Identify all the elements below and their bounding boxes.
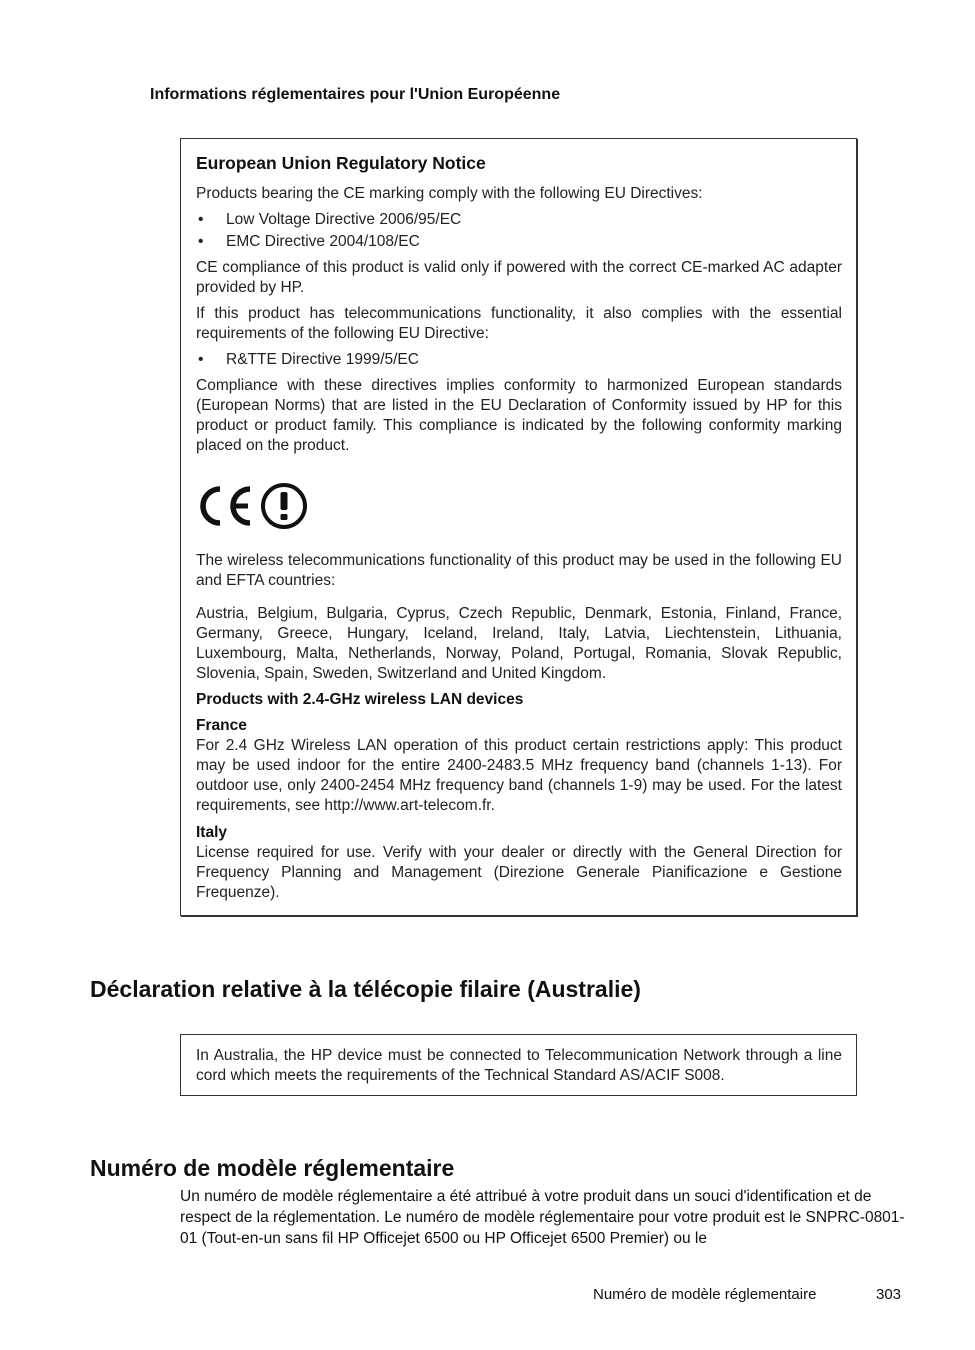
france-heading: France — [196, 717, 247, 734]
rtte-list — [196, 350, 842, 370]
list-item: • R&TTE Directive 1999/5/EC — [196, 350, 842, 370]
australia-box — [180, 1034, 857, 1096]
wireless-text: The wireless telecommunications functionality of this product may be used in the following EU and EFTA countries: — [196, 552, 842, 589]
model-number-text: Un numéro de modèle réglementaire a été attribué à votre produit dans un souci d'identification et de respect de la réglementation. Le numéro de modèle réglementaire pour votre produit est le SNPRC-0801-01 (Tout-en-un sans fil HP Officejet 6500 ou HP Officejet 6500 Premier) ou le — [180, 1188, 905, 1247]
italy-text: License required for use. Verify with your dealer or directly with the General Direction for Frequency Planning and Management (Direzione Generale Pianificazione e Gestione Frequenze). — [196, 844, 842, 901]
section-heading: Informations réglementaires pour l'Union Européenne — [150, 86, 561, 103]
eu-notice-box — [180, 138, 857, 916]
australia-text: In Australia, the HP device must be connected to Telecommunication Network through a line cord which meets the requirements of the Technical Standard AS/ACIF S008. — [196, 1047, 842, 1084]
ce-mark-icon — [203, 489, 250, 523]
australia-content — [196, 1046, 842, 1086]
ce-compliance-text: CE compliance of this product is valid only if powered with the correct CE-marked AC adapter provided by HP. — [196, 259, 842, 296]
eu-notice-content — [196, 153, 842, 456]
countries-text: Austria, Belgium, Bulgaria, Cyprus, Czech Republic, Denmark, Estonia, Finland, France, Germany, Greece, Hungary, Iceland, Ireland, Italy, Latvia, Liechtenstein, Lithuania, Luxembourg, Malta, Netherlands, Norway, Poland, Portugal, Romania, Slovak Republic, Slovenia, Spain, Sweden, Switzerland and United Kingdom. — [196, 605, 842, 682]
eu-intro: Products bearing the CE marking comply with the following EU Directives: — [196, 185, 703, 202]
telecom-text: If this product has telecommunications functionality, it also complies with the essential requirements of the following EU Directive: — [196, 305, 842, 342]
footer-section-title: Numéro de modèle réglementaire — [593, 1286, 817, 1303]
wlan-heading: Products with 2.4-GHz wireless LAN devices — [196, 691, 524, 708]
model-number-heading: Numéro de modèle réglementaire — [90, 1155, 455, 1181]
list-item: • EMC Directive 2004/108/EC — [196, 232, 842, 252]
directive-list — [196, 210, 842, 252]
page-number: 303 — [876, 1286, 902, 1303]
eu-notice-content-lower — [196, 551, 842, 903]
alert-mark-icon — [263, 485, 305, 527]
conformity-marking — [196, 481, 311, 531]
australia-heading: Déclaration relative à la télécopie filaire (Australie) — [90, 976, 641, 1002]
compliance-text: Compliance with these directives implies conformity to harmonized European standards (European Norms) that are listed in the EU Declaration of Conformity issued by HP for this product or product family. This compliance is indicated by the following conformity marking placed on the product. — [196, 377, 842, 454]
eu-notice-title: European Union Regulatory Notice — [196, 153, 486, 173]
list-item: • Low Voltage Directive 2006/95/EC — [196, 210, 842, 230]
france-text: For 2.4 GHz Wireless LAN operation of this product certain restrictions apply: This product may be used indoor for the entire 2400-2483.5 MHz frequency band (channels 1-13). For outdoor use, only 2400-2454 MHz frequency band (channels 1-9) may be used. For the latest requirements, see http://www.art-telecom.fr. — [196, 737, 842, 814]
italy-heading: Italy — [196, 824, 228, 841]
